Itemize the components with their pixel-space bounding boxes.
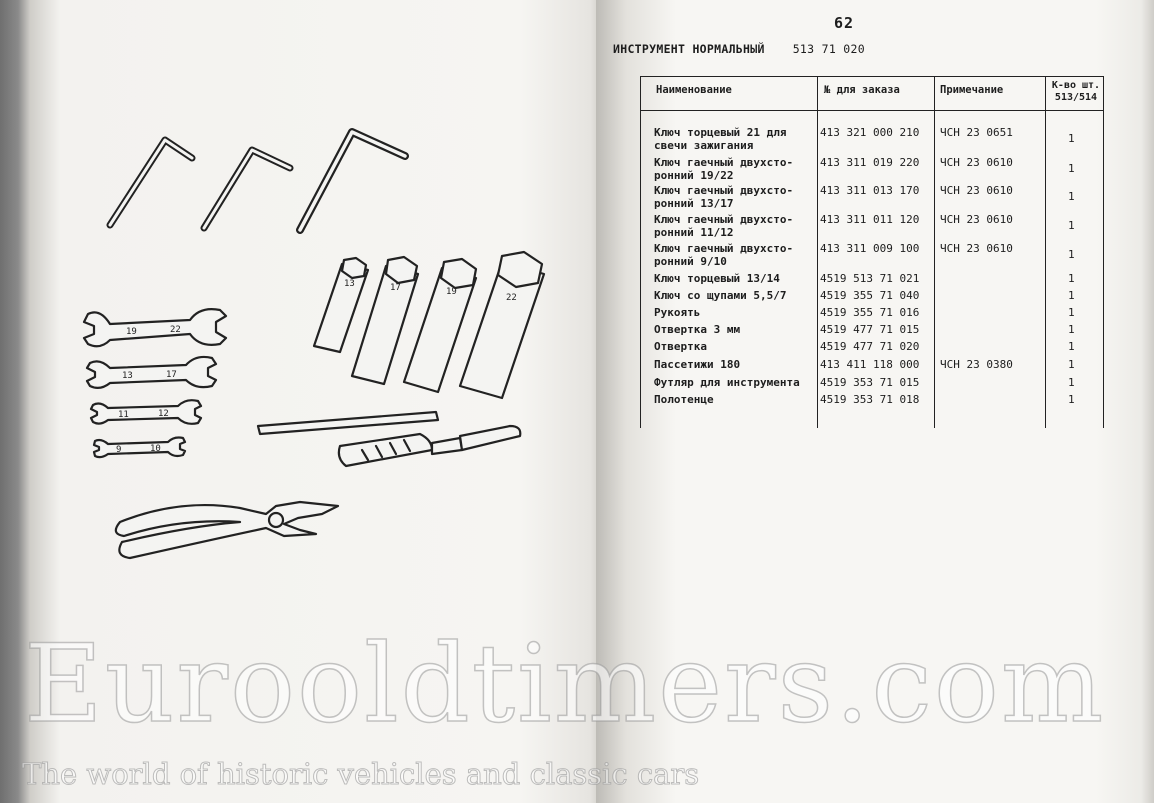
cell-name-line: Пассетижи 180	[654, 358, 741, 371]
hex-key-medium	[204, 150, 290, 228]
cell-qty: 1	[1068, 272, 1075, 285]
watermark-logo: Eurooldtimers.com	[24, 622, 1106, 747]
cell-order: 413 321 000 210	[820, 126, 920, 139]
cell-order: 4519 477 71 020	[820, 340, 920, 353]
cell-qty: 1	[1068, 248, 1075, 261]
table-top-rule	[640, 76, 1104, 77]
cell-name	[654, 126, 822, 152]
cell-name	[654, 393, 822, 406]
cell-order: 413 311 009 100	[820, 242, 920, 255]
header-name: Наименование	[656, 84, 732, 96]
cell-qty: 1	[1068, 306, 1075, 319]
socket-19-label: 19	[446, 287, 457, 297]
section-heading	[613, 42, 865, 56]
cell-order: 4519 353 71 015	[820, 376, 920, 389]
header-qty: К-во шт. 513/514	[1051, 80, 1101, 103]
table-col-line	[1103, 76, 1104, 428]
cell-order: 4519 513 71 021	[820, 272, 920, 285]
cell-qty: 1	[1068, 219, 1075, 232]
cell-name	[654, 289, 822, 302]
cell-name-line: Ключ гаечный двухсто-	[654, 213, 794, 226]
cell-order: 413 311 011 120	[820, 213, 920, 226]
cell-name-line: ронний 9/10	[654, 255, 727, 268]
cell-name-line: Футляр для инструмента	[654, 376, 800, 389]
table-col-line	[1045, 76, 1046, 428]
table-col-line	[934, 76, 935, 428]
wrench-11-12-label-b: 12	[158, 409, 169, 419]
cell-qty: 1	[1068, 323, 1075, 336]
handle-bar	[258, 412, 438, 434]
cell-name-line: Отвертка 3 мм	[654, 323, 741, 336]
cell-name-line: Ключ гаечный двухсто-	[654, 242, 794, 255]
cell-name-line: Ключ торцевый 13/14	[654, 272, 780, 285]
cell-order: 413 311 013 170	[820, 184, 920, 197]
cell-name	[654, 272, 822, 285]
cell-name	[654, 184, 822, 210]
table-header-rule	[640, 110, 1104, 111]
cell-name-line: Отвертка	[654, 340, 707, 353]
cell-note: ЧСН 23 0610	[940, 242, 1013, 255]
wrench-13-17-label-b: 17	[166, 370, 177, 380]
heading-title: ИНСТРУМЕНТ НОРМАЛЬНЫЙ	[613, 42, 765, 56]
cell-note: ЧСН 23 0610	[940, 184, 1013, 197]
cell-name-line: Ключ гаечный двухсто-	[654, 184, 794, 197]
watermark-tagline: The world of historic vehicles and classic cars	[22, 757, 700, 791]
wrench-13-17-label-a: 13	[122, 371, 133, 381]
cell-qty: 1	[1068, 358, 1075, 371]
wrench-13-17	[87, 357, 216, 388]
cell-order: 4519 477 71 015	[820, 323, 920, 336]
hex-key-large	[300, 132, 405, 230]
cell-qty: 1	[1068, 132, 1075, 145]
parts-table	[640, 76, 1104, 428]
cell-qty: 1	[1068, 340, 1075, 353]
cell-name-line: ронний 19/22	[654, 169, 734, 182]
page-number: 62	[834, 14, 855, 32]
cell-name	[654, 376, 822, 389]
cell-name-line: Полотенце	[654, 393, 714, 406]
cell-name	[654, 213, 822, 239]
tool-illustration	[70, 110, 590, 590]
wrench-19-22	[84, 309, 226, 346]
cell-order: 4519 355 71 040	[820, 289, 920, 302]
header-note: Примечание	[940, 84, 1004, 96]
pliers	[116, 502, 338, 558]
screwdriver	[339, 426, 520, 466]
cell-note: ЧСН 23 0651	[940, 126, 1013, 139]
cell-note: ЧСН 23 0610	[940, 213, 1013, 226]
cell-name-line: Рукоять	[654, 306, 701, 319]
cell-name-line: ронний 13/17	[654, 197, 734, 210]
heading-code: 513 71 020	[792, 42, 865, 56]
wrench-19-22-label-a: 19	[126, 327, 137, 337]
cell-note: ЧСН 23 0380	[940, 358, 1013, 371]
cell-name	[654, 156, 822, 182]
cell-qty: 1	[1068, 289, 1075, 302]
cell-qty: 1	[1068, 190, 1075, 203]
cell-order: 4519 355 71 016	[820, 306, 920, 319]
cell-order: 413 411 118 000	[820, 358, 920, 371]
cell-name-line: ронний 11/12	[654, 226, 734, 239]
cell-name	[654, 306, 822, 319]
cell-order: 413 311 019 220	[820, 156, 920, 169]
cell-name-line: Ключ со щупами 5,5/7	[654, 289, 787, 302]
cell-name	[654, 242, 822, 268]
socket-13-label: 13	[344, 279, 355, 289]
wrench-11-12-label-a: 11	[118, 410, 129, 420]
cell-name	[654, 340, 822, 353]
cell-name-line: свечи зажигания	[654, 139, 754, 152]
socket-17-label: 17	[390, 283, 401, 293]
cell-qty: 1	[1068, 376, 1075, 389]
cell-qty: 1	[1068, 393, 1075, 406]
wrench-9-10-label-b: 10	[150, 444, 161, 454]
socket-22-label: 22	[506, 293, 517, 303]
wrench-11-12	[91, 400, 201, 424]
cell-name-line: Ключ торцевый 21 для	[654, 126, 787, 139]
cell-note: ЧСН 23 0610	[940, 156, 1013, 169]
socket-13	[314, 258, 368, 352]
cell-qty: 1	[1068, 162, 1075, 175]
cell-name	[654, 358, 822, 371]
header-order: № для заказа	[824, 84, 900, 96]
hex-key-small	[110, 140, 192, 225]
wrench-19-22-label-b: 22	[170, 325, 181, 335]
cell-name-line: Ключ гаечный двухсто-	[654, 156, 794, 169]
table-col-line	[640, 76, 641, 428]
wrench-9-10-label-a: 9	[116, 445, 122, 455]
cell-order: 4519 353 71 018	[820, 393, 920, 406]
wrench-9-10	[94, 438, 185, 458]
cell-name	[654, 323, 822, 336]
